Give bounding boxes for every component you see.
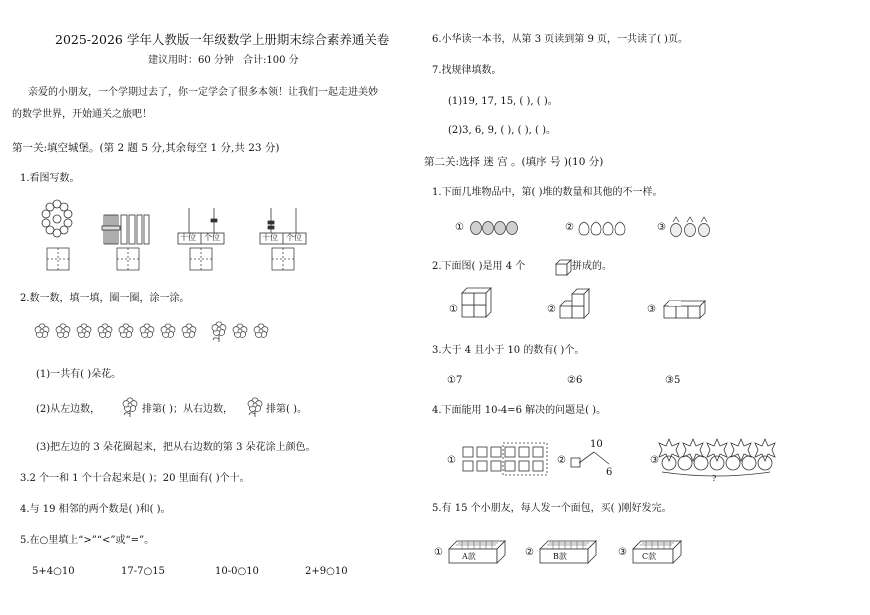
p2q2-opt-3: ③: [647, 304, 656, 315]
question-mark: ?: [712, 474, 717, 483]
p2-question-2-text-a: 2.下面图( )是用 4 个: [432, 261, 526, 272]
q5-item-1: 5+4○10: [32, 566, 75, 577]
question-2-text: 2.数一数，填一填，圈一圈，涂一涂。: [20, 293, 190, 304]
q2-part2-b: 排第( )；从右边数，: [142, 404, 233, 415]
p2q2-opt-2: ②: [547, 304, 556, 315]
p2q5-opt-2: ②: [525, 547, 534, 558]
p2q2-opt-1: ①: [449, 304, 458, 315]
q2-part2-c: 排第( )。: [266, 404, 307, 415]
abacus2-ones-label: 个位: [286, 233, 302, 242]
question-5-text: 5.在○里填上“>”“<”或“=”。: [20, 535, 155, 546]
suggested-time: 建议用时：60 分钟: [148, 55, 234, 66]
p2q5-opt-3: ③: [618, 547, 627, 558]
p2q3-opt-2: ②6: [567, 375, 583, 386]
p2q1-opt-1: ①: [455, 222, 464, 233]
intro-line-1: 亲爱的小朋友，一个学期过去了，你一定学会了很多本领！让我们一起走进美妙: [28, 87, 378, 98]
p2q4-opt-1: ①: [447, 455, 456, 466]
question-1-text: 1.看图写数。: [20, 173, 80, 184]
p2q3-opt-3: ③5: [665, 375, 681, 386]
page-title: 2025-2026 学年人教版一年级数学上册期末综合素养通关卷: [55, 32, 390, 47]
p2q5-opt-1: ①: [434, 547, 443, 558]
abacus1-ones-label: 个位: [204, 233, 220, 242]
box-b-label: B款: [553, 552, 567, 561]
p2q3-opt-1: ①7: [447, 375, 463, 386]
q2-part3: (3)把左边的 3 朵花圈起来，把从右边数的第 3 朵花涂上颜色。: [36, 442, 316, 453]
abacus2-tens-label: 十位: [262, 233, 278, 242]
part2-heading: 第二关:选择 迷 宫 。(填序 号 )(10 分): [424, 156, 604, 168]
p2q1-opt-2: ②: [565, 222, 574, 233]
question-7-text: 7.找规律填数。: [432, 65, 502, 76]
question-4-text: 4.与 19 相邻的两个数是( )和( )。: [20, 504, 171, 515]
q7-pattern-1: (1)19, 17, 15, ( ), ( )。: [448, 96, 558, 107]
box-c-label: C款: [642, 552, 657, 561]
total-score: 合计:100 分: [243, 55, 299, 66]
part1-heading: 第一关:填空城堡。(第 2 题 5 分,其余每空 1 分,共 23 分): [12, 142, 280, 154]
p2-question-5-text: 5.有 15 个小朋友，每人发一个面包，买( )刚好发完。: [432, 503, 672, 514]
q2-part2-a: (2)从左边数，: [36, 404, 101, 415]
tree-top-number: 10: [590, 439, 603, 450]
q5-item-3: 10-0○10: [215, 566, 259, 577]
q5-item-2: 17-7○15: [121, 566, 165, 577]
p2-question-4-text: 4.下面能用 10-4=6 解决的问题是( )。: [432, 405, 607, 416]
p2q1-opt-3: ③: [657, 222, 666, 233]
p2q4-opt-2: ②: [557, 455, 566, 466]
p2q4-opt-3: ③: [650, 455, 659, 466]
q5-item-4: 2+9○10: [305, 566, 348, 577]
p2-question-2-text-b: 拼成的。: [572, 261, 612, 272]
p2-question-3-text: 3.大于 4 且小于 10 的数有( )个。: [432, 345, 585, 356]
abacus1-tens-label: 十位: [180, 233, 196, 242]
intro-line-2: 的数学世界，开始通关之旅吧！: [12, 109, 152, 120]
q7-pattern-2: (2)3, 6, 9, ( ), ( ), ( )。: [448, 125, 556, 136]
q2-part1: (1)一共有( )朵花。: [36, 369, 122, 380]
box-a-label: A款: [462, 552, 476, 561]
question-3-text: 3.2 个一和 1 个十合起来是( )；20 里面有( )个十。: [20, 473, 250, 484]
p2-question-1-text: 1.下面几堆物品中，第( )堆的数量和其他的不一样。: [432, 187, 663, 198]
question-6-text: 6.小华读一本书，从第 3 页读到第 9 页，一共读了( )页。: [432, 34, 688, 45]
tree-right-number: 6: [606, 467, 613, 478]
